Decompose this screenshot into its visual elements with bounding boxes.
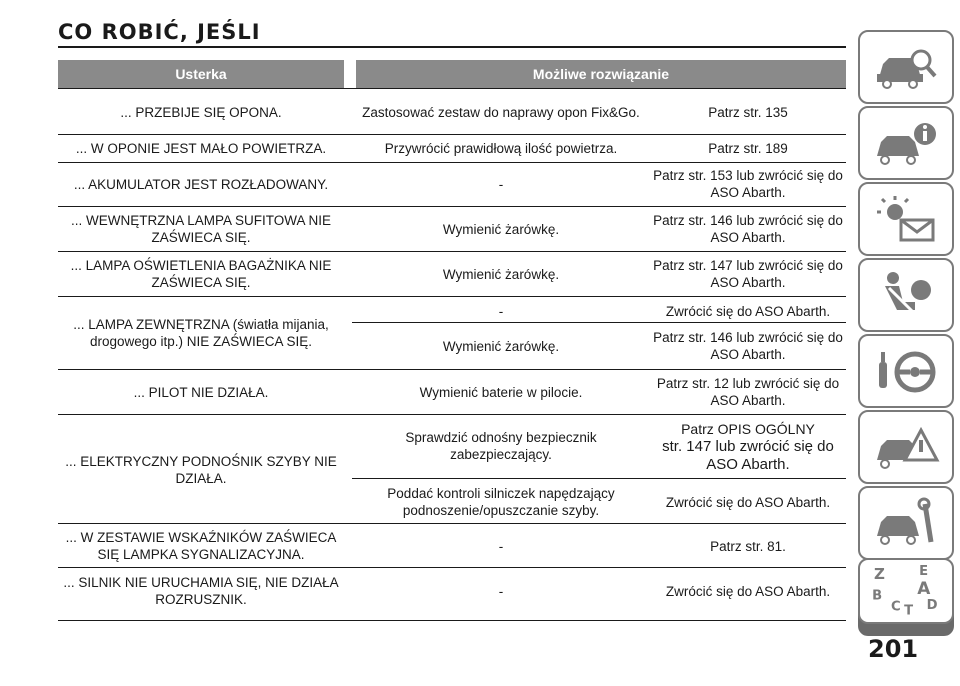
table-row-ref (650, 418, 846, 476)
table-row-action: Wymienić żarówkę. (442, 266, 560, 282)
table-row-fault: ... W ZESTAWIE WSKAŹNIKÓW ZAŚWIECA SIĘ LAMPKA SYGNALIZACYJNA. (65, 530, 337, 562)
table-row-ref: Zwrócić się do ASO Abarth. (665, 583, 831, 599)
table-row-action: - (498, 176, 504, 192)
chapter-tab-warning-lights[interactable] (858, 182, 954, 256)
table-row-action: - (498, 538, 504, 554)
index-letter: D (926, 597, 938, 613)
table-row-action: Wymienić żarówkę. (442, 338, 560, 354)
index-letter: C (890, 599, 901, 615)
car-search-icon (871, 40, 941, 94)
chapter-tab-safety[interactable] (858, 258, 954, 332)
table-row-ref: Patrz str. 189 (708, 140, 788, 156)
table-row-ref: Patrz str. 81. (710, 538, 786, 554)
table-row-action: Wymienić żarówkę. (442, 221, 560, 237)
chapter-tab-car-info[interactable] (858, 106, 954, 180)
table-row-ref: Patrz str. 153 lub zwrócić się do ASO Abarth. (653, 168, 843, 200)
page-number: 201 (868, 635, 919, 663)
table-row-ref: Patrz str. 135 (708, 104, 788, 120)
table-row-action: Przywrócić prawidłową ilość powietrza. (384, 140, 618, 156)
steering-wheel-icon (871, 344, 941, 398)
table-row-ref: Zwrócić się do ASO Abarth. (665, 494, 831, 510)
subrow-divider (352, 478, 846, 479)
index-letter: Z (874, 564, 885, 583)
row-divider (58, 523, 846, 524)
ref-text-a: Patrz OPIS OGÓLNY (681, 420, 815, 437)
row-divider (58, 414, 846, 415)
subrow-divider (352, 322, 846, 323)
table-row-fault: ... PRZEBIJE SIĘ OPONA. (120, 104, 282, 120)
table-row-fault: ... SILNIK NIE URUCHAMIA SIĘ, NIE DZIAŁA ROZRUSZNIK. (63, 575, 339, 607)
index-letter: B (872, 588, 883, 604)
table-row-ref: Patrz str. 147 lub zwrócić się do ASO Abarth. (653, 258, 843, 290)
table-row-ref: Patrz str. 12 lub zwrócić się do ASO Abarth. (656, 376, 840, 408)
warning-light-icon (871, 192, 941, 246)
airbag-seat-icon (871, 268, 941, 322)
row-divider (58, 134, 846, 135)
table-row-fault: ... W OPONIE JEST MAŁO POWIETRZA. (75, 140, 327, 156)
table-row-action: Sprawdzić odnośny bezpiecznik zabezpieczający. (405, 430, 597, 462)
row-divider (58, 162, 846, 163)
chapter-tab-maintenance[interactable] (858, 486, 954, 560)
car-warning-icon (871, 420, 941, 474)
table-row-fault: ... AKUMULATOR JEST ROZŁADOWANY. (73, 176, 329, 192)
ref-text-b: str. 147 lub zwrócić się do ASO Abarth. (662, 437, 834, 473)
header-fault: Usterka (58, 60, 344, 88)
index-letter: E (919, 564, 929, 580)
row-divider (58, 296, 846, 297)
table-row-action: Poddać kontroli silniczek napędzający podnoszenie/opuszczanie szyby. (387, 486, 615, 518)
table-row-fault: ... ELEKTRYCZNY PODNOŚNIK SZYBY NIE DZIAŁA. (65, 454, 337, 486)
car-service-icon (871, 496, 941, 550)
header-solution: Możliwe rozwiązanie (356, 60, 846, 88)
index-letter: A (917, 577, 931, 598)
table-row-ref: Patrz str. 146 lub zwrócić się do ASO Abarth. (653, 213, 843, 245)
chapter-tab-emergency[interactable] (858, 410, 954, 484)
table-row-fault: ... WEWNĘTRZNA LAMPA SUFITOWA NIE ZAŚWIECA SIĘ. (70, 213, 332, 245)
alphabet-index-icon (860, 560, 952, 622)
page-title: CO ROBIĆ, JEŚLI (58, 20, 261, 44)
table-row-action: Zastosować zestaw do naprawy opon Fix&Go. (362, 104, 640, 120)
chapter-tab-car-overview[interactable] (858, 30, 954, 104)
row-divider (58, 567, 846, 568)
table-row-ref: Zwrócić się do ASO Abarth. (665, 303, 831, 319)
table-row-fault: ... LAMPA ZEWNĘTRZNA (światła mijania, drogowego itp.) NIE ZAŚWIECA SIĘ. (73, 317, 329, 349)
index-tab[interactable] (858, 558, 954, 624)
row-divider (58, 206, 846, 207)
chapter-tab-driving[interactable] (858, 334, 954, 408)
row-divider (58, 369, 846, 370)
row-divider (58, 620, 846, 621)
table-row-action: Wymienić baterie w pilocie. (419, 384, 583, 400)
row-divider (58, 251, 846, 252)
table-row-action: - (498, 303, 504, 319)
index-letter: T (904, 603, 914, 619)
car-info-icon (871, 116, 941, 170)
table-row-action: - (498, 583, 504, 599)
table-row-fault: ... PILOT NIE DZIAŁA. (133, 384, 269, 400)
title-rule (58, 46, 846, 48)
header-rule (58, 88, 846, 89)
table-row-ref: Patrz str. 146 lub zwrócić się do ASO Abarth. (653, 330, 843, 362)
table-row-fault: ... LAMPA OŚWIETLENIA BAGAŻNIKA NIE ZAŚWIECA SIĘ. (70, 258, 332, 290)
